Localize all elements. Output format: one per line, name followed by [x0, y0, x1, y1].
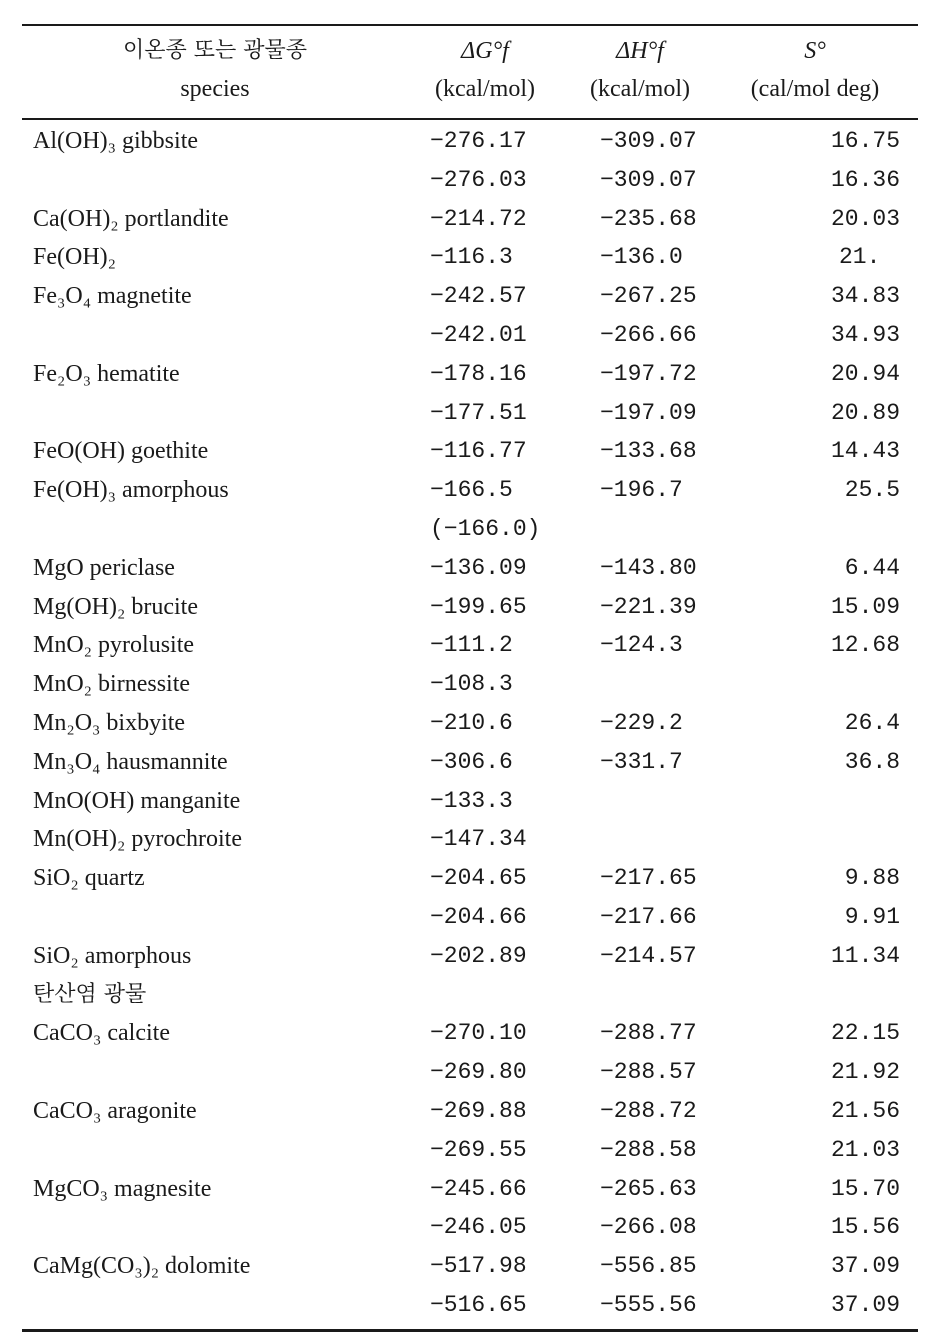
cell-species: Fe₂O₃ hematite [33, 360, 180, 387]
cell-entropy: 20.89 [830, 399, 900, 426]
cell-entropy: 16.75 [830, 128, 900, 154]
cell-entropy: 36.8 [844, 748, 900, 775]
header-entropy [730, 32, 900, 108]
cell-gibbs-energy: −516.65 [430, 1291, 527, 1318]
table-row [0, 1014, 944, 1053]
cell-gibbs-energy: −306.6 [430, 748, 513, 775]
table-top-rule [22, 24, 918, 26]
cell-gibbs-energy: −517.98 [430, 1253, 527, 1280]
header-gibbs-energy [415, 32, 555, 108]
table-bottom-rule [22, 1329, 918, 1332]
cell-entropy: 34.93 [830, 321, 900, 348]
table-row [0, 355, 944, 394]
cell-enthalpy: −214.57 [600, 942, 697, 969]
cell-entropy: 12.68 [830, 632, 900, 659]
cell-entropy: 21.92 [830, 1059, 900, 1086]
cell-entropy: 14.43 [830, 438, 900, 465]
table-row [0, 1092, 944, 1131]
table-header-rule [22, 118, 918, 120]
cell-enthalpy: −221.39 [600, 593, 697, 620]
table-row [0, 976, 944, 1015]
table-row [0, 937, 944, 976]
cell-enthalpy: −309.07 [600, 166, 697, 193]
cell-gibbs-energy: −204.65 [430, 865, 527, 892]
cell-enthalpy: −229.2 [600, 709, 683, 736]
cell-gibbs-energy: −199.65 [430, 593, 527, 620]
header-enthalpy-unit: (kcal/mol) [590, 76, 690, 102]
cell-species: MnO₂ birnessite [33, 671, 191, 698]
header-species-english: species [180, 76, 250, 102]
cell-gibbs-energy: −269.88 [430, 1097, 527, 1124]
table-row [0, 510, 944, 549]
cell-enthalpy: −267.25 [600, 283, 697, 310]
table-row [0, 859, 944, 898]
cell-species: Mn₃O₄ hausmannite [33, 748, 228, 775]
table-row [0, 432, 944, 471]
cell-gibbs-energy: −108.3 [430, 671, 513, 698]
cell-gibbs-energy: −269.55 [430, 1136, 527, 1163]
cell-species: Al(OH)₃ gibbsite [33, 128, 199, 154]
cell-entropy: 9.88 [844, 865, 900, 892]
cell-entropy: 20.03 [830, 205, 900, 232]
cell-enthalpy: −143.80 [600, 554, 697, 581]
cell-species: Fe₃O₄ magnetite [33, 283, 192, 310]
cell-gibbs-energy: −136.09 [430, 554, 527, 581]
cell-gibbs-energy: −214.72 [430, 205, 527, 232]
cell-gibbs-energy: −116.3 [430, 244, 513, 271]
cell-enthalpy: −266.08 [600, 1214, 697, 1241]
table-row [0, 820, 944, 859]
cell-species: SiO₂ quartz [33, 865, 145, 892]
cell-entropy: 6.44 [844, 554, 900, 581]
header-species-korean: 이온종 또는 광물종 [122, 38, 307, 63]
table-row [0, 122, 944, 161]
cell-enthalpy: −288.72 [600, 1097, 697, 1124]
cell-entropy: 11.34 [830, 942, 900, 969]
cell-species: Ca(OH)₂ portlandite [33, 205, 229, 232]
table-row [0, 1053, 944, 1092]
cell-enthalpy: −133.68 [600, 438, 697, 465]
cell-entropy: 37.09 [830, 1291, 900, 1318]
cell-gibbs-energy: −276.03 [430, 166, 527, 193]
cell-gibbs-energy: −246.05 [430, 1214, 527, 1241]
cell-enthalpy: −288.58 [600, 1136, 697, 1163]
cell-enthalpy: −331.7 [600, 748, 683, 775]
table-row [0, 665, 944, 704]
cell-species: FeO(OH) goethite [33, 438, 209, 465]
cell-entropy: 15.70 [830, 1175, 900, 1202]
header-enthalpy [570, 32, 710, 108]
cell-entropy: 25.5 [844, 477, 900, 504]
cell-species: MnO(OH) manganite [33, 787, 241, 814]
cell-gibbs-energy: −245.66 [430, 1175, 527, 1202]
cell-entropy: 15.56 [830, 1214, 900, 1241]
cell-entropy: 21.03 [830, 1136, 900, 1163]
cell-enthalpy: −197.72 [600, 360, 697, 387]
cell-enthalpy: −288.77 [600, 1020, 697, 1047]
cell-gibbs-energy: −270.10 [430, 1020, 527, 1047]
header-gibbs-unit: (kcal/mol) [435, 76, 535, 102]
cell-species: CaMg(CO₃)₂ dolomite [33, 1253, 251, 1280]
cell-species: 탄산염 광물 [33, 981, 147, 1007]
cell-entropy: 34.83 [830, 283, 900, 310]
cell-entropy: 15.09 [830, 593, 900, 620]
table-row [0, 626, 944, 665]
cell-enthalpy: −217.66 [600, 903, 697, 930]
table-row [0, 1131, 944, 1170]
table-row [0, 394, 944, 433]
cell-gibbs-energy: −210.6 [430, 709, 513, 736]
cell-gibbs-energy: −202.89 [430, 942, 527, 969]
cell-enthalpy: −309.07 [600, 128, 697, 154]
cell-entropy: 21. [839, 244, 881, 271]
table-row [0, 588, 944, 627]
header-species [100, 32, 330, 108]
cell-gibbs-energy: −147.34 [430, 826, 527, 853]
table-row [0, 898, 944, 937]
table-row [0, 316, 944, 355]
table-row [0, 471, 944, 510]
cell-entropy: 16.36 [830, 166, 900, 193]
cell-gibbs-energy: −116.77 [430, 438, 527, 465]
table-row [0, 782, 944, 821]
cell-species: CaCO₃ calcite [33, 1020, 170, 1047]
cell-gibbs-energy: −166.5 [430, 477, 513, 504]
table-row [0, 200, 944, 239]
cell-gibbs-energy: −242.01 [430, 321, 527, 348]
table-row [0, 1286, 944, 1325]
cell-enthalpy: −235.68 [600, 205, 697, 232]
cell-species: Mg(OH)₂ brucite [33, 593, 198, 620]
cell-species: Mn₂O₃ bixbyite [33, 709, 186, 736]
header-gibbs-symbol: ΔG°f [461, 38, 509, 64]
cell-entropy: 22.15 [830, 1020, 900, 1047]
table-row [0, 704, 944, 743]
cell-enthalpy: −217.65 [600, 865, 697, 892]
cell-species: MgO periclase [33, 554, 175, 581]
cell-gibbs-energy: −178.16 [430, 360, 527, 387]
cell-entropy: 9.91 [844, 903, 900, 930]
cell-entropy: 21.56 [830, 1097, 900, 1124]
table-row [0, 1247, 944, 1286]
cell-gibbs-energy: −204.66 [430, 903, 527, 930]
cell-enthalpy: −266.66 [600, 321, 697, 348]
cell-enthalpy: −197.09 [600, 399, 697, 426]
cell-species: MgCO₃ magnesite [33, 1175, 212, 1202]
cell-entropy: 26.4 [844, 709, 900, 736]
header-entropy-symbol: S° [804, 38, 826, 64]
cell-gibbs-energy: (−166.0) [430, 515, 541, 542]
cell-species: CaCO₃ aragonite [33, 1097, 197, 1124]
cell-entropy: 20.94 [830, 360, 900, 387]
table-row [0, 549, 944, 588]
cell-enthalpy: −288.57 [600, 1059, 697, 1086]
header-enthalpy-symbol: ΔH°f [616, 38, 664, 64]
table-row [0, 1208, 944, 1247]
cell-gibbs-energy: −133.3 [430, 787, 513, 814]
cell-enthalpy: −136.0 [600, 244, 683, 271]
table-row [0, 743, 944, 782]
cell-gibbs-energy: −276.17 [430, 128, 527, 154]
cell-enthalpy: −124.3 [600, 632, 683, 659]
cell-species: Mn(OH)₂ pyrochroite [33, 826, 242, 853]
cell-enthalpy: −556.85 [600, 1253, 697, 1280]
cell-gibbs-energy: −177.51 [430, 399, 527, 426]
cell-enthalpy: −196.7 [600, 477, 683, 504]
header-entropy-unit: (cal/mol deg) [750, 76, 880, 102]
cell-enthalpy: −265.63 [600, 1175, 697, 1202]
cell-species: SiO₂ amorphous [33, 942, 192, 969]
cell-gibbs-energy: −111.2 [430, 632, 513, 659]
cell-species: MnO₂ pyrolusite [33, 632, 195, 659]
table-row [0, 277, 944, 316]
cell-entropy: 37.09 [830, 1253, 900, 1280]
table-row [0, 161, 944, 200]
table-body [0, 122, 944, 1325]
table-row [0, 1170, 944, 1209]
cell-enthalpy: −555.56 [600, 1291, 697, 1318]
cell-species: Fe(OH)₂ [33, 244, 117, 271]
cell-gibbs-energy: −269.80 [430, 1059, 527, 1086]
cell-species: Fe(OH)₃ amorphous [33, 477, 229, 504]
table-row [0, 238, 944, 277]
cell-gibbs-energy: −242.57 [430, 283, 527, 310]
